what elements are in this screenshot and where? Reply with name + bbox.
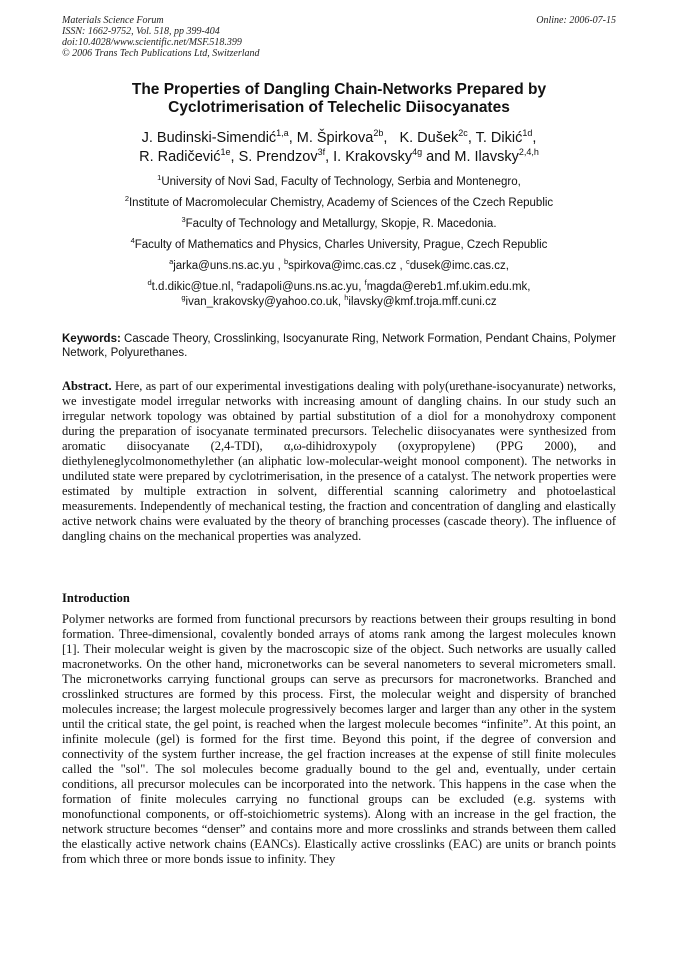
author: K. Dušek: [399, 130, 459, 146]
affiliation-3: $^3$Faculty of Technology and Metallurgy, Skopje, R. Macedonia.: [181, 215, 497, 230]
author: and M. Ilavsky: [426, 149, 519, 165]
author: R. Radičević: [139, 149, 221, 165]
author: I. Krakovsky: [333, 149, 413, 165]
keywords-label: Keywords:: [62, 333, 121, 345]
email-d[interactable]: t.d.dikic@tue.nl,: [151, 281, 234, 293]
paper-title: The Properties of Dangling Chain-Networks Prepared by Cyclotrimerisation of Telechelic Diisocyanates: [131, 81, 547, 116]
keywords: [62, 332, 616, 360]
abstract: [62, 379, 616, 544]
introduction-text: Polymer networks are formed from functional precursors by reactions between their groups resulting in bond formation. Three-dimensional, covalently bonded arrays of atoms rank among the largest molecules known [1]. Their molecular weight is given by the macroscopic size of the object. Such networks are usually called macronetworks. On the other hand, micronetworks can be several nanometers to several micrometers small. The micronetworks carrying functional groups can serve as precursors for macronetworks. Branched and crosslinked structures are formed by this process. First, the molecular weight and dispersity of branched molecules increase; the largest molecule progressively becomes larger and larger than any other in the system until the critical state, the gel point, is reached when the largest molecule becomes “infinite”. At this point, an infinite molecule (gel) is formed for the first time. Beyond this point, if the degree of conversion and connectivity of the system further increase, the gel fraction increases at the expense of still finite molecules called the "sol". The sol molecules become gradually bound to the gel and, eventually, under certain conditions, all precursor molecules can be incorporated into the network. This happens in the case when the formation of finite molecules carrying no functional groups can be excluded (e.g. systems with monofunctional components, or off-stoichiometric systems). Along with an increase in the gel fraction, the network structure becomes “denser” and contains more and more crosslinks and strands between them called the elastically active network chains (EANCs). Elastically active crosslinks (EAC) are units or branch points from which three or more bonds issue to infinity. They: [62, 612, 616, 866]
email-c[interactable]: dusek@imc.cas.cz,: [409, 260, 509, 272]
affiliation-1: $^1$University of Novi Sad, Faculty of Technology, Serbia and Montenegro,: [157, 173, 521, 188]
introduction-heading: Introduction: [62, 591, 130, 605]
author: S. Prendzov: [238, 149, 318, 165]
author-list: J. Budinski-Simendić$^{1,a}$, M. Špirkova$^{2b}$, K. Dušek$^{2c}$, T. Dikić$^{1d}$, R. Radičević$^{1e}$, S. Prendzov$^{3f}$, I. Krakovsky$^{4g}$ and M. Ilavsky$^{2,4,h}$: [139, 128, 539, 165]
copyright: © 2006 Trans Tech Publications Ltd, Switzerland: [62, 48, 260, 59]
email-h[interactable]: ilavsky@kmf.troja.mff.cuni.cz: [348, 296, 497, 308]
author: T. Dikić: [475, 130, 523, 146]
abstract-label: Abstract.: [62, 379, 112, 393]
email-e[interactable]: radapoli@uns.ns.ac.yu,: [241, 281, 362, 293]
email-line-2: $^d$t.d.dikic@tue.nl, $^e$radapoli@uns.ns.ac.yu, $^f$magda@ereb1.mf.ukim.edu.mk,: [147, 278, 531, 293]
email-line-3: $^g$ivan_krakovsky@yahoo.co.uk, $^h$ilavsky@kmf.troja.mff.cuni.cz: [181, 293, 497, 308]
email-line-1: $^a$jarka@uns.ns.ac.yu , $^b$spirkova@imc.cas.cz , $^c$dusek@imc.cas.cz,: [169, 257, 509, 272]
abstract-text: Here, as part of our experimental investigations dealing with poly(urethane-isocyanurate) networks, we investigate model irregular networks with increasing amount of dangling chains. In our study such an irregular network topology was obtained by partial substitution of a diol for a monohydroxy component during the preparation of isocyanate terminated precursors. Telechelic diisocyanates were synthesized from aromatic diisocyanate (2,4-TDI), α,ω-dihidroxypoly (oxypropylene) (PPG 2000), and diethyleneglycolmonomethylether (an aliphatic low-molecular-weight monool component). The networks in undiluted state were prepared by cyclotrimerisation, in the presence of a catalyst. The network properties were estimated by multiple extraction in solvent, differential scanning calorimetry and photoelastical measurements. Independently of mechanical testing, the fraction and concentration of dangling and elastically active network chains were evaluated by the theory of branching processes (cascade theory). The influence of dangling chains on the mechanical properties was analyzed.: [62, 379, 617, 543]
email-g[interactable]: ivan_krakovsky@yahoo.co.uk,: [185, 296, 342, 308]
issn: ISSN: 1662-9752, Vol. 518, pp 399-404: [62, 26, 220, 37]
online-date: Online: 2006-07-15: [536, 15, 616, 26]
email-f[interactable]: magda@ereb1.mf.ukim.edu.mk,: [366, 281, 531, 293]
author: M. Špirkova: [296, 130, 374, 146]
running-header: [62, 15, 616, 59]
journal-name: Materials Science Forum: [62, 15, 164, 26]
email-b[interactable]: spirkova@imc.cas.cz ,: [288, 260, 403, 272]
affiliation-2: $^2$Institute of Macromolecular Chemistry, Academy of Sciences of the Czech Republic: [124, 194, 554, 209]
affiliation-4: $^4$Faculty of Mathematics and Physics, Charles University, Prague, Czech Republic: [130, 236, 548, 251]
email-a[interactable]: jarka@uns.ns.ac.yu ,: [173, 260, 281, 272]
keywords-text: Cascade Theory, Crosslinking, Isocyanurate Ring, Network Formation, Pendant Chains, Polymer Network, Polyurethanes.: [62, 333, 616, 359]
doi: doi:10.4028/www.scientific.net/MSF.518.399: [62, 37, 242, 48]
author: J. Budinski-Simendić: [141, 130, 277, 146]
